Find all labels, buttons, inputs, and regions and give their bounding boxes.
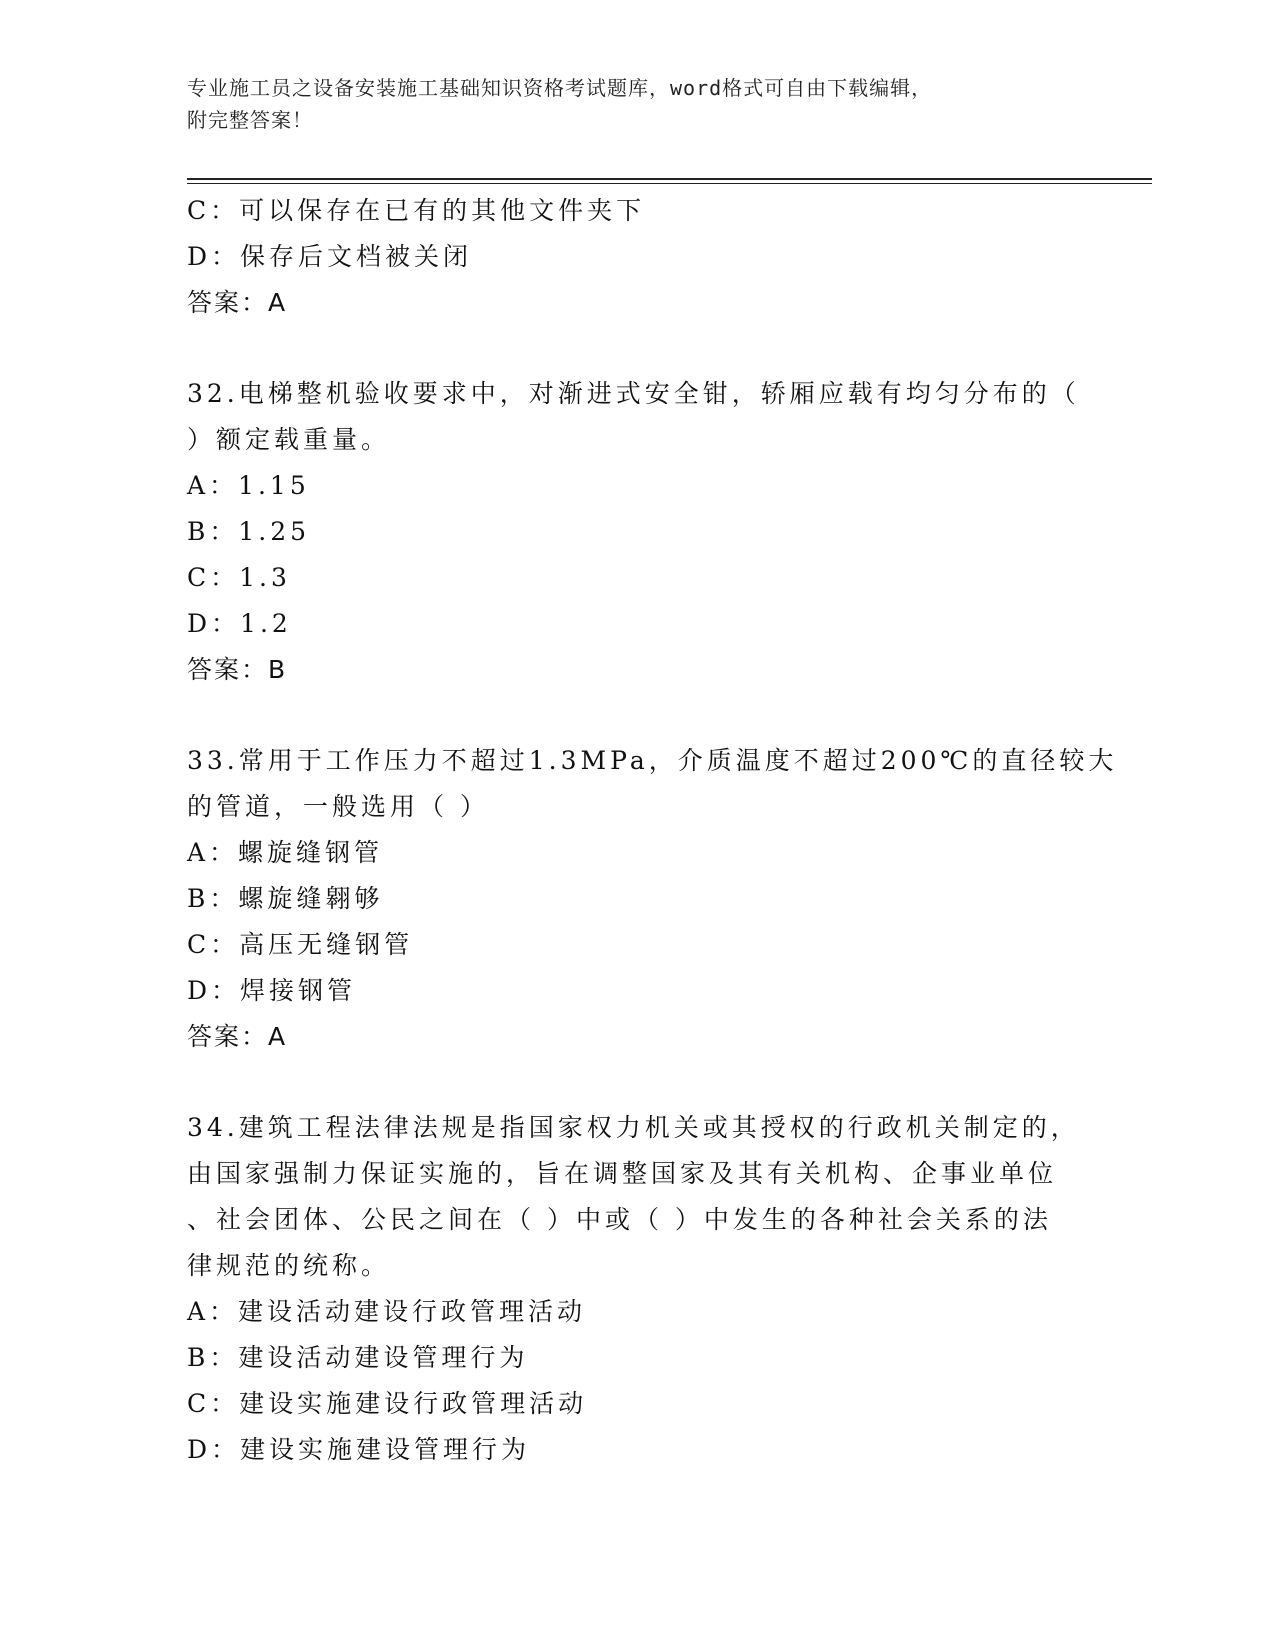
answer-line: 答案：A — [187, 1022, 288, 1051]
question-34 — [187, 1105, 1087, 1473]
answer-line: 答案：A — [187, 288, 288, 317]
option-a: A：螺旋缝钢管 — [187, 838, 384, 867]
header-rule-thin — [187, 183, 1152, 184]
question-stem-line: 律规范的统称。 — [187, 1251, 391, 1280]
document-body — [187, 188, 1118, 1473]
option-b: B：建设活动建设管理行为 — [187, 1343, 529, 1372]
option-a: A：建设活动建设行政管理活动 — [187, 1297, 587, 1326]
question-stem-line: ）额定载重量。 — [187, 425, 391, 454]
option-a: A：1.15 — [187, 471, 310, 500]
option-c: C：高压无缝钢管 — [187, 930, 414, 959]
option-c: C：建设实施建设行政管理活动 — [187, 1389, 588, 1418]
option-d: D：1.2 — [187, 609, 292, 638]
option-d: D：焊接钢管 — [187, 976, 357, 1005]
question-stem-line: 33.常用于工作压力不超过1.3MPa，介质温度不超过200℃的直径较大 — [187, 746, 1118, 775]
spacer — [187, 1060, 1087, 1105]
option-d: D：建设实施建设管理行为 — [187, 1435, 531, 1464]
header-rule-thick — [187, 178, 1152, 180]
question-stem-line: 34.建筑工程法律法规是指国家权力机关或其授权的行政机关制定的， — [187, 1113, 1080, 1142]
header-line-1: 专业施工员之设备安装施工基础知识资格考试题库，word格式可自由下载编辑， — [187, 76, 933, 100]
spacer — [187, 693, 1087, 738]
header-line-2: 附完整答案！ — [187, 108, 313, 132]
question-33 — [187, 738, 1118, 1060]
question-32 — [187, 371, 1087, 693]
option-b: B：1.25 — [187, 517, 311, 546]
question-stem-line: 由国家强制力保证实施的，旨在调整国家及其有关机构、企事业单位 — [187, 1159, 1058, 1188]
spacer — [187, 326, 1087, 371]
option-c: C：1.3 — [187, 563, 291, 592]
question-stem-line: 、社会团体、公民之间在（ ）中或（ ）中发生的各种社会关系的法 — [187, 1205, 1052, 1234]
question-stem-line: 的管道，一般选用（ ） — [187, 792, 489, 821]
question-stem-line: 32.电梯整机验收要求中，对渐进式安全钳，轿厢应载有均匀分布的（ — [187, 379, 1080, 408]
option-b: B：螺旋缝翱够 — [187, 884, 384, 913]
document-header — [187, 72, 1067, 136]
question-prev — [187, 188, 1087, 326]
option-c: C：可以保存在已有的其他文件夹下 — [187, 196, 646, 225]
answer-line: 答案：B — [187, 655, 288, 684]
option-d: D：保存后文档被关闭 — [187, 242, 473, 271]
